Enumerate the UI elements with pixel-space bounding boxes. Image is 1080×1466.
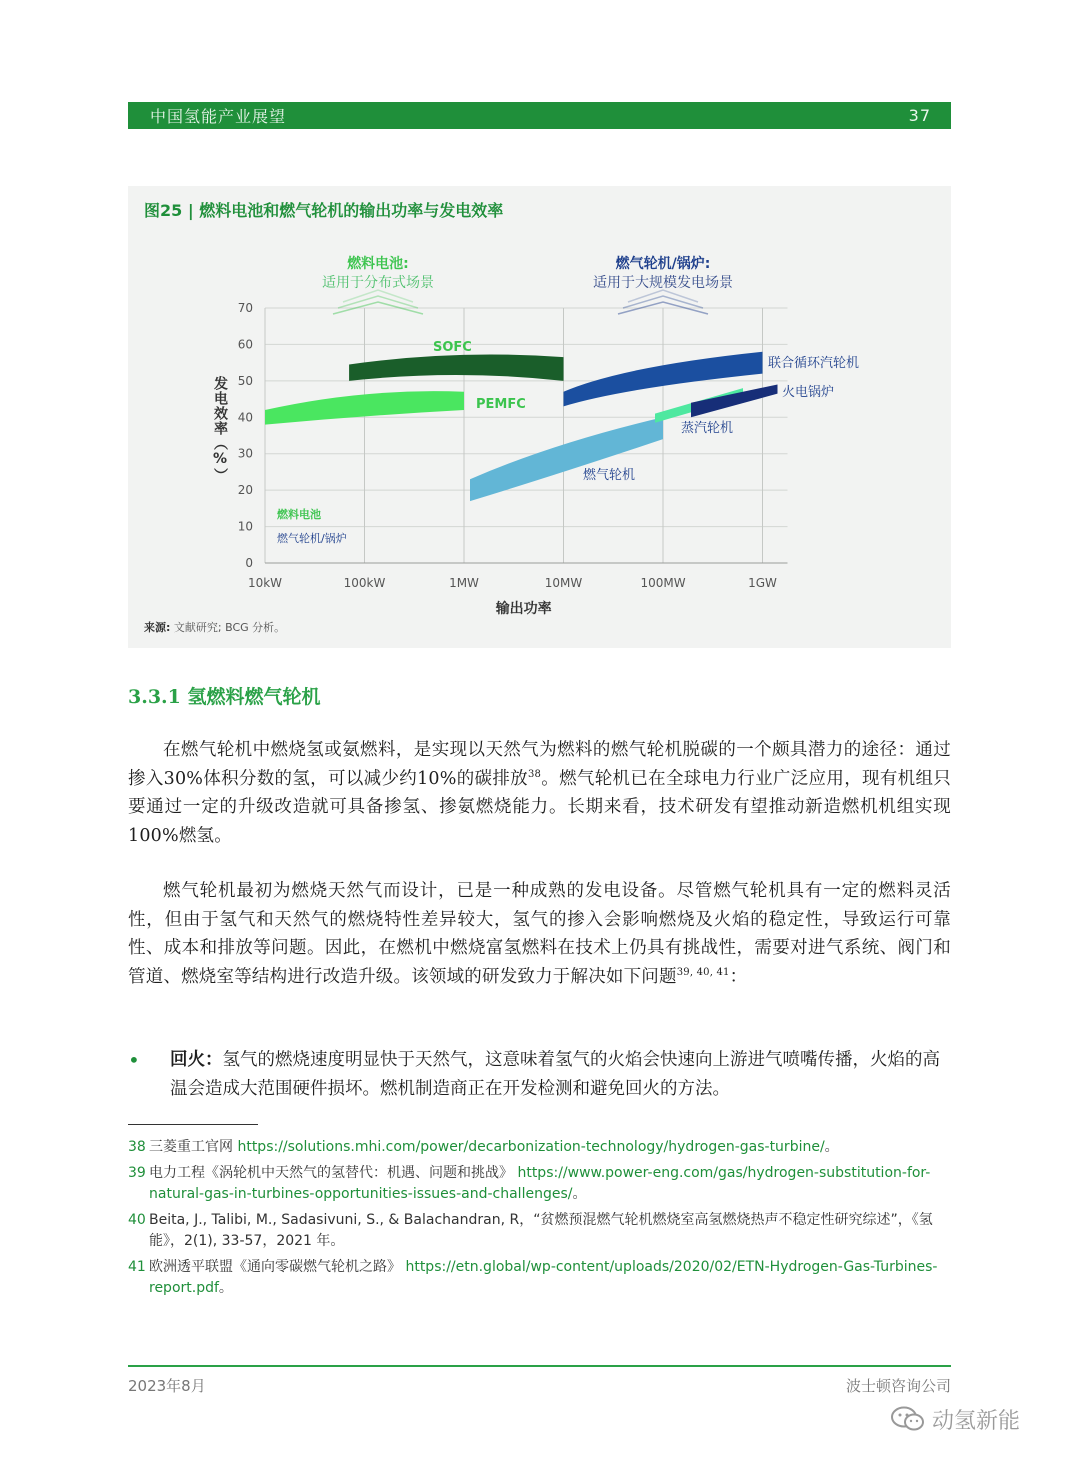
y-tick-label: 20 — [237, 483, 253, 498]
page-number: 37 — [908, 106, 931, 125]
series-band-火电锅炉 — [691, 385, 778, 418]
legend-entry: 燃气轮机/锅炉 — [277, 532, 347, 545]
page-header — [128, 102, 951, 129]
footnote-link[interactable]: https://solutions.mhi.com/power/decarbonization-technology/hydrogen-gas-turbine/ — [237, 1139, 825, 1155]
x-tick-label: 1MW — [449, 576, 479, 590]
series-label: PEMFC — [476, 397, 526, 412]
footnote-40 — [128, 1210, 951, 1252]
report-title: 中国氢能产业展望 — [150, 107, 287, 126]
series-band-燃气轮机 — [470, 417, 663, 501]
footnote-38 — [128, 1137, 951, 1158]
bullet-item — [128, 1046, 951, 1103]
footnote-divider — [128, 1124, 258, 1125]
source-label: 来源: — [144, 621, 171, 634]
footnote-link[interactable]: https://etn.global/wp-content/uploads/2020/02/ETN-Hydrogen-Gas-Turbines-report.pdf — [149, 1259, 938, 1296]
group-title: 燃气轮机/锅炉: — [615, 256, 711, 272]
x-tick-label: 10kW — [247, 576, 283, 590]
y-tick-label: 70 — [237, 301, 253, 315]
bullet-icon: • — [128, 1048, 140, 1072]
series-label: 火电锅炉 — [782, 385, 835, 400]
footnote-number: 38 — [128, 1139, 146, 1155]
footnote-text: Beita, J., Talibi, M., Sadasivuni, S., & Balachandran, R，“贫燃预混燃气轮机燃烧室高氢燃烧热声不稳定性研究综述”，《氢能》，2(1), 33-57，2021 年。 — [149, 1212, 933, 1249]
y-tick-label: 0 — [245, 556, 253, 570]
bullet-bold: 回火： — [170, 1050, 223, 1070]
footnote-39 — [128, 1163, 951, 1205]
group-title: 燃料电池: — [347, 256, 409, 272]
footnote-number: 40 — [128, 1212, 146, 1228]
figure-25 — [128, 186, 951, 648]
footnote-number: 39 — [128, 1165, 146, 1181]
footnote-tail: 。 — [218, 1280, 233, 1296]
watermark-text: 动氢新能 — [932, 1408, 1021, 1434]
footnote-link[interactable]: https://www.power-eng.com/gas/hydrogen-substitution-for-natural-gas-in-turbines-opportunities-issues-and-challenges/ — [149, 1165, 931, 1202]
paragraph-2 — [128, 877, 951, 991]
x-axis-title: 输出功率 — [495, 601, 552, 617]
y-tick-label: 50 — [237, 373, 253, 388]
y-tick-label: 60 — [237, 337, 253, 352]
figure-title: 图25 | 燃料电池和燃气轮机的输出功率与发电效率 — [144, 201, 504, 220]
series-label: SOFC — [433, 340, 472, 355]
bullet-text — [170, 1046, 951, 1103]
footnote-ref-39-41[interactable]: 39, 40, 41 — [676, 966, 730, 978]
legend-entry: 燃料电池 — [277, 508, 321, 521]
section-title: 3.3.1 氢燃料燃气轮机 — [128, 686, 321, 708]
footer-date: 2023年8月 — [128, 1377, 206, 1395]
x-tick-label: 1GW — [748, 576, 777, 590]
x-tick-label: 10MW — [544, 576, 583, 590]
paragraph-1-text: 在燃气轮机中燃烧氢或氨燃料，是实现以天然气为燃料的燃气轮机脱碳的一个颇具潜力的途径：通过掺入30%体积分数的氢，可以减少约10%的碳排放 — [128, 740, 951, 789]
watermark — [890, 1404, 1050, 1434]
y-tick-label: 10 — [237, 519, 253, 534]
y-axis-title: 发电效率（%） — [212, 376, 228, 483]
footer-company: 波士顿咨询公司 — [845, 1377, 951, 1395]
series-label: 燃气轮机 — [583, 468, 636, 483]
footnote-41 — [128, 1257, 951, 1299]
series-label: 蒸汽轮机 — [681, 421, 734, 436]
footnote-ref-38[interactable]: 38 — [528, 768, 542, 780]
bullet-body: 氢气的燃烧速度明显快于天然气，这意味着氢气的火焰会快速向上游进气喷嘴传播，火焰的高温会造成大范围硬件损坏。燃机制造商正在开发检测和避免回火的方法。 — [170, 1050, 940, 1099]
footnote-text: 三菱重工官网 — [149, 1139, 238, 1155]
footnotes — [128, 1137, 951, 1304]
group-subtitle: 适用于分布式场景 — [322, 275, 434, 291]
wechat-icon — [890, 1405, 926, 1433]
paragraph-2-text: 燃气轮机最初为燃烧天然气而设计，已是一种成熟的发电设备。尽管燃气轮机具有一定的燃料灵活性，但由于氢气和天然气的燃烧特性差异较大，氢气的掺入会影响燃烧及火焰的稳定性，导致运行可靠性、成本和排放等问题。因此，在燃机中燃烧富氢燃料在技术上仍具有挑战性，需要对进气系统、阀门和管道、燃烧室等结构进行改造升级。该领域的研发致力于解决如下问题 — [128, 881, 951, 987]
x-tick-label: 100MW — [640, 576, 686, 590]
footer-divider — [128, 1365, 951, 1367]
paragraph-2-text-cont: ： — [729, 966, 748, 987]
source-text: 文献研究; BCG 分析。 — [173, 621, 286, 634]
x-tick-label: 100kW — [343, 576, 386, 590]
series-band-SOFC — [349, 355, 563, 381]
y-tick-label: 30 — [237, 446, 253, 461]
footnote-tail: 。 — [824, 1139, 839, 1155]
group-subtitle: 适用于大规模发电场景 — [593, 275, 733, 291]
series-label: 联合循环汽轮机 — [768, 356, 860, 371]
efficiency-chart — [128, 186, 951, 648]
paragraph-1 — [128, 736, 951, 850]
paragraph-1-text-cont: 。燃气轮机已在全球电力行业广泛应用，现有机组只要通过一定的升级改造就可具备掺氢、掺氨燃烧能力。长期来看，技术研发有望推动新造燃机机组实现100%燃氢。 — [128, 768, 951, 846]
footnote-text: 电力工程《涡轮机中天然气的氢替代：机遇、问题和挑战》 — [149, 1165, 518, 1181]
footnote-tail: 。 — [572, 1186, 587, 1202]
footnote-text: 欧洲透平联盟《通向零碳燃气轮机之路》 — [149, 1259, 406, 1275]
figure-source — [144, 619, 285, 635]
footnote-number: 41 — [128, 1259, 146, 1275]
y-tick-label: 40 — [237, 410, 253, 425]
